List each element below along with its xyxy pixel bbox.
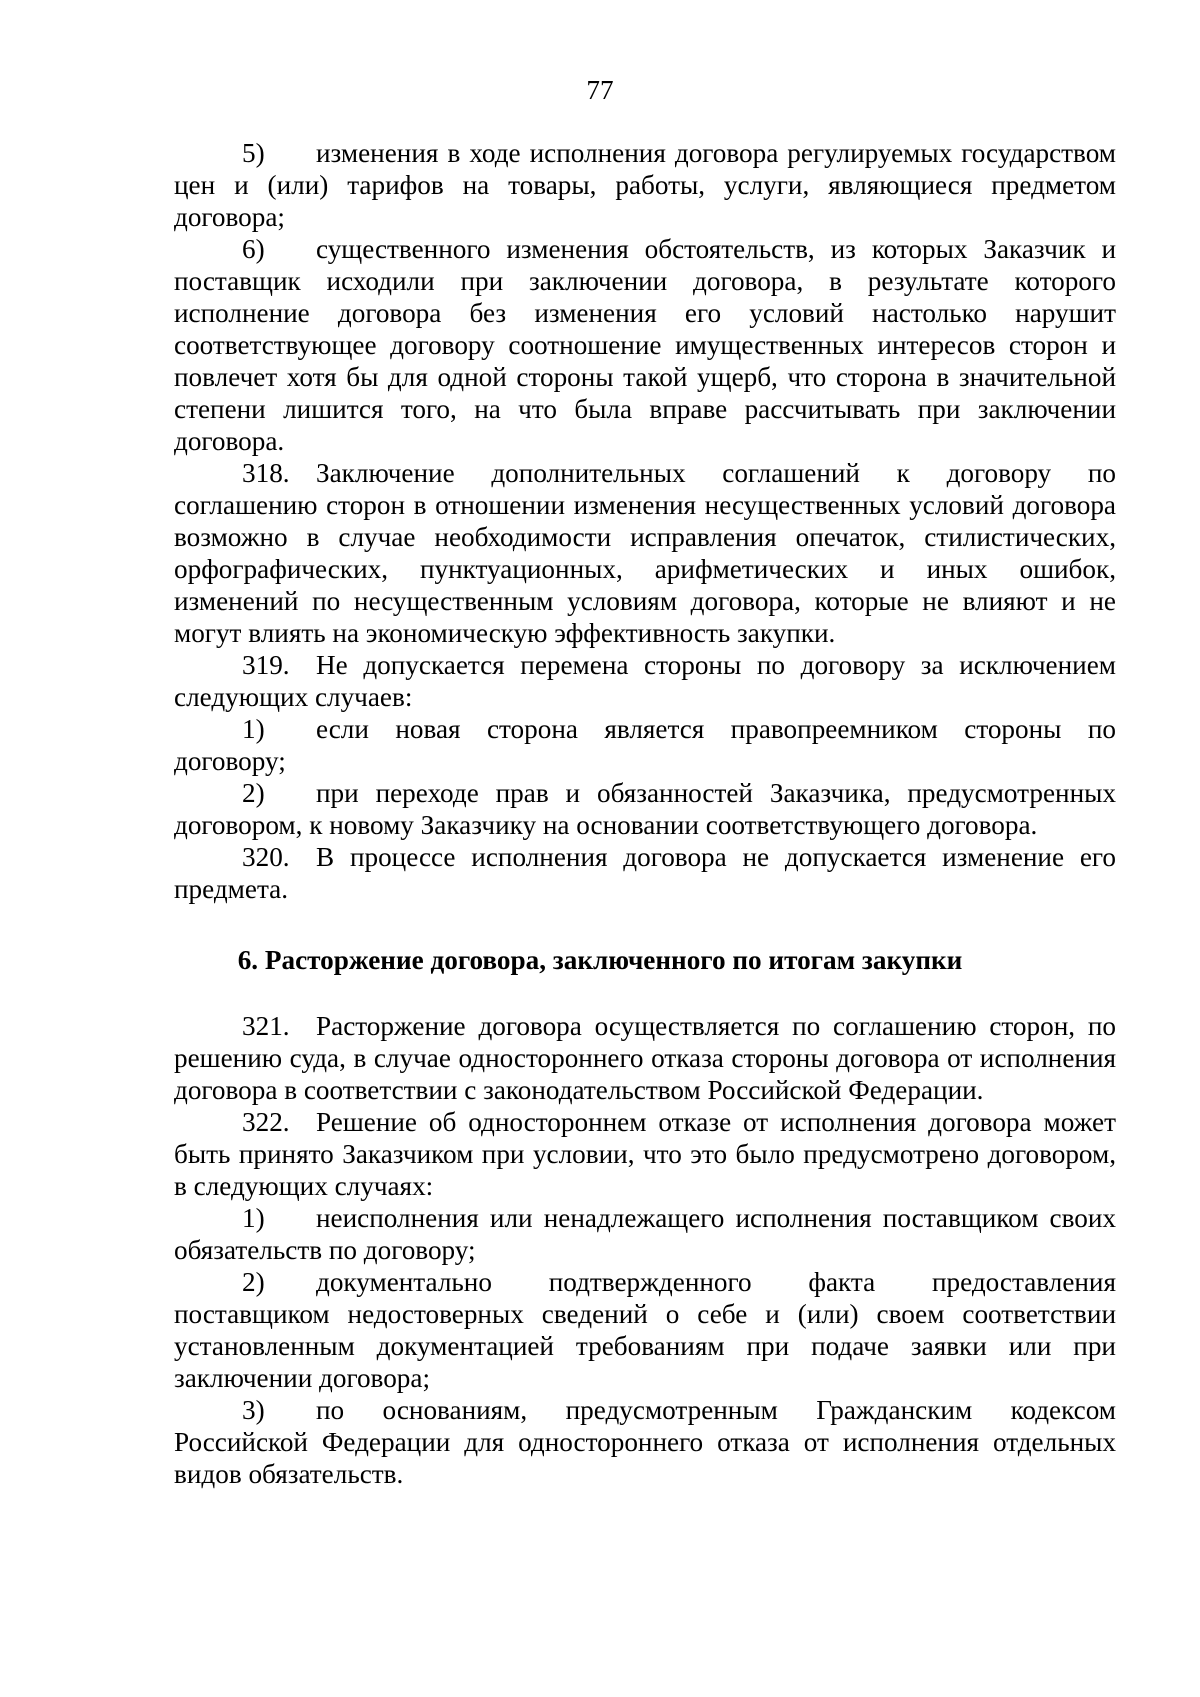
clause-text: Расторжение договора осуществляется по соглашению сторон, по решению суда, в случае одностороннего отказа стороны договора от исполнения договора в соответствии с законодательством Российской Федерации. [174, 1011, 1116, 1105]
item-number: 1) [242, 714, 265, 744]
list-item-2 [174, 777, 1116, 841]
item-number: 5) [242, 138, 265, 168]
item-text: изменения в ходе исполнения договора регулируемых государством цен и (или) тарифов на товары, работы, услуги, являющиеся предметом договора; [174, 138, 1116, 232]
clause-text: Не допускается перемена стороны по договору за исключением следующих случаев: [174, 650, 1116, 712]
item-text: по основаниям, предусмотренным Гражданским кодексом Российской Федерации для одностороннего отказа от исполнения отдельных видов обязательств. [174, 1395, 1116, 1489]
item-number: 3) [242, 1395, 265, 1425]
list-item-6 [174, 233, 1116, 457]
clause-text: В процессе исполнения договора не допускается изменение его предмета. [174, 842, 1116, 904]
clause-322 [174, 1106, 1116, 1202]
clause-318 [174, 457, 1116, 649]
paragraphs-before-section [174, 137, 1116, 905]
clause-number: 320. [242, 842, 290, 872]
clause-number: 322. [242, 1107, 290, 1137]
section-heading: 6. Расторжение договора, заключенного по итогам закупки [237, 945, 963, 975]
clause-321 [174, 1010, 1116, 1106]
item-text: неисполнения или ненадлежащего исполнения поставщиком своих обязательств по договору; [174, 1203, 1116, 1265]
list-item-3 [174, 1394, 1116, 1490]
clause-319 [174, 649, 1116, 713]
item-text: документально подтвержденного факта предоставления поставщиком недостоверных сведений о себе и (или) своем соответствии установленным документацией требованиям при подаче заявки или при заключении договора; [174, 1267, 1116, 1393]
list-item-2 [174, 1266, 1116, 1394]
clause-number: 318. [242, 458, 290, 488]
paragraphs-after-section [174, 1010, 1116, 1490]
clause-number: 321. [242, 1011, 290, 1041]
item-text: при переходе прав и обязанностей Заказчика, предусмотренных договором, к новому Заказчику на основании соответствующего договора. [174, 778, 1116, 840]
item-number: 2) [242, 778, 265, 808]
page-number: 77 [586, 75, 614, 105]
list-item-1 [174, 713, 1116, 777]
item-number: 6) [242, 234, 265, 264]
item-text: существенного изменения обстоятельств, из которых Заказчик и поставщик исходили при заключении договора, в результате которого исполнение договора без изменения его условий настолько нарушит соответствующее договору соотношение имущественных интересов сторон и повлечет хотя бы для одной стороны такой ущерб, что сторона в значительной степени лишится того, на что была вправе рассчитывать при заключении договора. [174, 234, 1116, 456]
clause-text: Заключение дополнительных соглашений к договору по соглашению сторон в отношении изменения несущественных условий договора возможно в случае необходимости исправления опечаток, стилистических, орфографических, пунктуационных, арифметических и иных ошибок, изменений по несущественным условиям договора, которые не влияют и не могут влиять на экономическую эффективность закупки. [174, 458, 1116, 648]
list-item-1 [174, 1202, 1116, 1266]
item-number: 1) [242, 1203, 265, 1233]
clause-320 [174, 841, 1116, 905]
clause-number: 319. [242, 650, 290, 680]
item-text: если новая сторона является правопреемником стороны по договору; [174, 714, 1116, 776]
clause-text: Решение об одностороннем отказе от исполнения договора может быть принято Заказчиком при условии, что это было предусмотрено договором, в следующих случаях: [174, 1107, 1116, 1201]
item-number: 2) [242, 1267, 265, 1297]
list-item-5 [174, 137, 1116, 233]
